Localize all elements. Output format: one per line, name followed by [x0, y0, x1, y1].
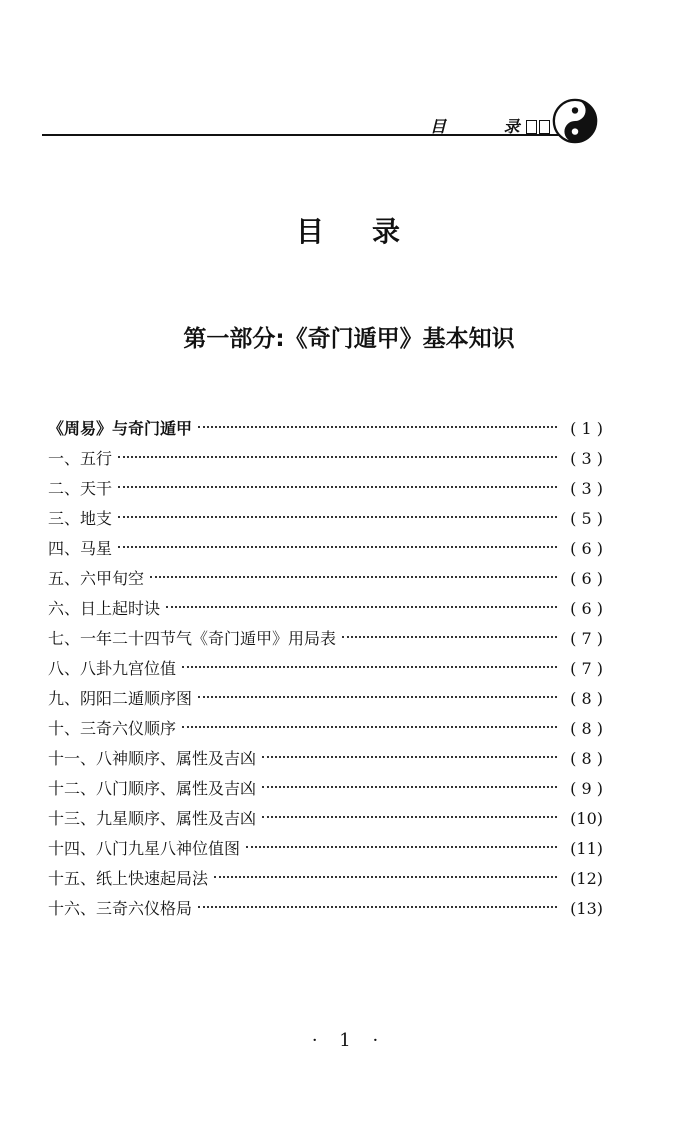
- page-title: [0, 210, 698, 250]
- toc-entry-label: 《周易》与奇门遁甲: [48, 419, 193, 438]
- dot-leader: [118, 546, 557, 548]
- dot-leader: [118, 456, 557, 458]
- toc-entry: [48, 414, 603, 444]
- dot-leader: [182, 726, 557, 728]
- part-title: 第一部分:《奇门遁甲》基本知识: [183, 326, 515, 352]
- toc-entry-label: 五、六甲旬空: [48, 569, 145, 588]
- toc-entry-page: ( 9 ): [570, 779, 603, 798]
- toc-entry-label: 十一、八神顺序、属性及吉凶: [48, 749, 257, 768]
- toc-entry-page: (13): [570, 899, 603, 918]
- toc-entry-page: ( 7 ): [570, 659, 603, 678]
- toc-entry-label: 三、地支: [48, 509, 113, 528]
- yin-yang-icon: [552, 98, 598, 144]
- toc-entry: [48, 444, 603, 474]
- toc-entry: [48, 504, 603, 534]
- dot-leader: [150, 576, 557, 578]
- dot-leader: [118, 516, 557, 518]
- table-of-contents: [48, 414, 603, 924]
- toc-entry-page: (11): [570, 839, 603, 858]
- toc-entry-label: 十、三奇六仪顺序: [48, 719, 177, 738]
- header-boxes: [526, 120, 550, 134]
- toc-entry: [48, 804, 603, 834]
- toc-entry-label: 十四、八门九星八神位值图: [48, 839, 241, 858]
- dot-leader: [342, 636, 557, 638]
- dot-leader: [182, 666, 557, 668]
- toc-entry: [48, 474, 603, 504]
- toc-entry-page: ( 1 ): [570, 419, 603, 438]
- toc-entry: [48, 534, 603, 564]
- toc-entry-page: ( 3 ): [570, 449, 603, 468]
- toc-entry-page: ( 5 ): [570, 509, 603, 528]
- toc-entry-label: 十六、三奇六仪格局: [48, 899, 193, 918]
- page-title-part1: 目: [295, 215, 326, 248]
- running-title: 目 录: [430, 117, 546, 136]
- toc-entry-page: ( 8 ): [570, 689, 603, 708]
- toc-entry-label: 四、马星: [48, 539, 113, 558]
- toc-entry-label: 十五、纸上快速起局法: [48, 869, 209, 888]
- running-header: [42, 98, 602, 148]
- toc-entry: [48, 594, 603, 624]
- toc-entry: [48, 564, 603, 594]
- toc-entry-label: 九、阴阳二遁顺序图: [48, 689, 193, 708]
- toc-entry-label: 十三、九星顺序、属性及吉凶: [48, 809, 257, 828]
- dot-leader: [118, 486, 557, 488]
- toc-entry-label: 一、五行: [48, 449, 113, 468]
- toc-entry: [48, 624, 603, 654]
- toc-entry-label: 八、八卦九宫位值: [48, 659, 177, 678]
- toc-entry: [48, 654, 603, 684]
- toc-entry: [48, 834, 603, 864]
- dot-leader: [198, 696, 557, 698]
- dot-leader: [246, 846, 557, 848]
- toc-entry: [48, 744, 603, 774]
- toc-entry-page: ( 3 ): [570, 479, 603, 498]
- dot-leader: [262, 786, 557, 788]
- toc-entry-label: 七、一年二十四节气《奇门遁甲》用局表: [48, 629, 337, 648]
- toc-entry-label: 六、日上起时诀: [48, 599, 161, 618]
- toc-entry-page: ( 8 ): [570, 749, 603, 768]
- toc-entry: [48, 774, 603, 804]
- toc-entry-page: ( 6 ): [570, 599, 603, 618]
- dot-leader: [166, 606, 557, 608]
- dot-leader: [262, 756, 557, 758]
- toc-entry-page: (10): [570, 809, 603, 828]
- toc-entry-label: 十二、八门顺序、属性及吉凶: [48, 779, 257, 798]
- page-title-part2: 录: [372, 215, 403, 248]
- dot-leader: [198, 426, 557, 428]
- toc-entry-page: ( 6 ): [570, 539, 603, 558]
- page-number: · 1 ·: [311, 1030, 387, 1051]
- toc-entry: [48, 864, 603, 894]
- dot-leader: [262, 816, 557, 818]
- toc-entry-page: ( 6 ): [570, 569, 603, 588]
- toc-entry-page: (12): [570, 869, 603, 888]
- dot-leader: [198, 906, 557, 908]
- toc-entry: [48, 894, 603, 924]
- toc-entry: [48, 684, 603, 714]
- dot-leader: [214, 876, 557, 878]
- toc-entry-page: ( 8 ): [570, 719, 603, 738]
- toc-entry: [48, 714, 603, 744]
- toc-entry-label: 二、天干: [48, 479, 113, 498]
- toc-entry-page: ( 7 ): [570, 629, 603, 648]
